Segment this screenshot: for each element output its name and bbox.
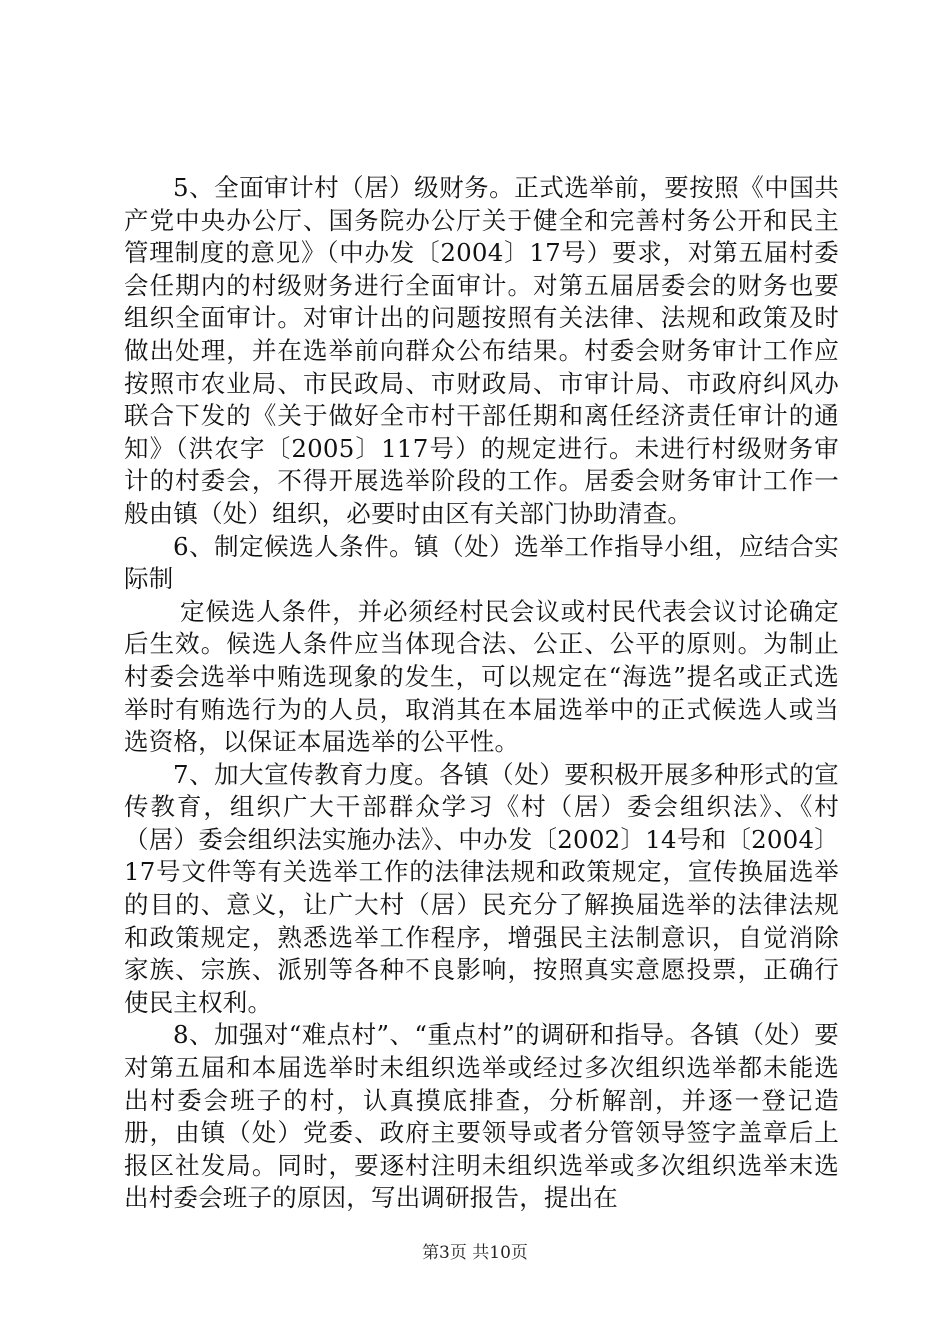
paragraph-candidate-conditions: 6、制定候选人条件。镇（处）选举工作指导小组，应结合实际制 bbox=[124, 531, 839, 594]
page-footer: 第3页 共10页 bbox=[422, 1243, 528, 1263]
paragraph-audit-finance: 5、全面审计村（居）级财务。正式选举前，要按照《中国共产党中央办公厅、国务院办公厅关于健全和完善村务公开和民主管理制度的意见》（中办发〔2004〕17号）要求，对第五届村委会任期内的村级财务进行全面审计。对第五届居委会的财务也要组织全面审计。对审计出的问题按照有关法律、法规和政策及时做出处理，并在选举前向群众公布结果。村委会财务审计工作应按照市农业局、市民政局、市财政局、市审计局、市政府纠风办联合下发的《关于做好全市村干部任期和离任经济责任审计的通知》（洪农字〔2005〕117号）的规定进行。未进行村级财务审计的村委会，不得开展选举阶段的工作。居委会财务审计工作一般由镇（处）组织，必要时由区有关部门协助清查。 bbox=[124, 173, 839, 528]
paragraph-difficult-villages: 8、加强对“难点村”、“重点村”的调研和指导。各镇（处）要对第五届和本届选举时未组织选举或经过多次组织选举都未能选出村委会班子的村，认真摸底排查，分析解剖，并逐一登记造册，由镇（处）党委、政府主要领导或者分管领导签字盖章后上报区社发局。同时，要逐村注明未组织选举或多次组织选举末选出村委会班子的原因，写出调研报告，提出在 bbox=[124, 1020, 839, 1213]
document-body bbox=[124, 172, 839, 1215]
paragraph-publicity-education: 7、加大宣传教育力度。各镇（处）要积极开展多种形式的宣传教育，组织广大干部群众学习《村（居）委会组织法》、《村（居）委会组织法实施办法》、中办发〔2002〕14号和〔2004〕17号文件等有关选举工作的法律法规和政策规定，宣传换届选举的目的、意义，让广大村（居）民充分了解换届选举的法律法规和政策规定，熟悉选举工作程序，增强民主法制意识，自觉消除家族、宗族、派别等各种不良影响，按照真实意愿投票，正确行使民主权利。 bbox=[124, 759, 839, 1017]
paragraph-candidate-conditions-continued: 定候选人条件，并必须经村民会议或村民代表会议讨论确定后生效。候选人条件应当体现合法、公正、公平的原则。为制止村委会选举中贿选现象的发生，可以规定在“海选”提名或正式选举时有贿选行为的人员，取消其在本届选举中的正式候选人或当选资格，以保证本届选举的公平性。 bbox=[124, 596, 839, 757]
